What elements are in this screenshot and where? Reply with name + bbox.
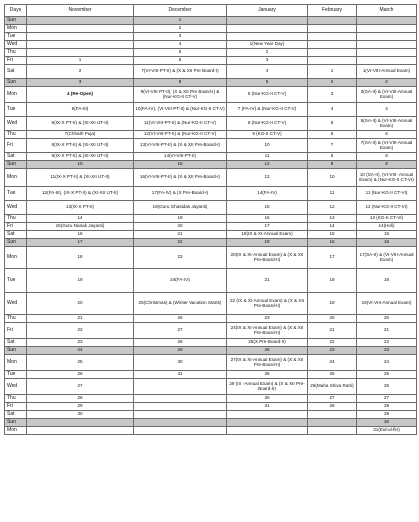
weekday-label: Thu bbox=[5, 215, 27, 223]
weekday-label: Fri bbox=[5, 223, 27, 231]
weekday-label: Mon bbox=[5, 25, 27, 33]
weekday-label: Tue bbox=[5, 103, 27, 117]
day-row bbox=[5, 57, 417, 65]
cell-november bbox=[27, 41, 134, 49]
cell-march bbox=[357, 33, 417, 41]
cell-january: 24(IX & XI-Annual Exam) & (X & XII Pre-Board-II) bbox=[227, 323, 308, 339]
day-row bbox=[5, 427, 417, 435]
cell-march: 14(Holi) bbox=[357, 223, 417, 231]
cell-february: 13 bbox=[308, 215, 357, 223]
cell-november: 17 bbox=[27, 239, 134, 247]
cell-november bbox=[27, 33, 134, 41]
weekday-label: Fri bbox=[5, 139, 27, 153]
cell-january: 17 bbox=[227, 223, 308, 231]
cell-february: 21 bbox=[308, 323, 357, 339]
cell-january: 11 bbox=[227, 153, 308, 161]
day-row bbox=[5, 395, 417, 403]
cell-february: 4 bbox=[308, 103, 357, 117]
weekday-label: Thu bbox=[5, 395, 27, 403]
cell-january: 22 (IX & XI-Annual Exam) & (X & XII Pre-Board-II) bbox=[227, 293, 308, 315]
cell-february bbox=[308, 49, 357, 57]
day-row bbox=[5, 131, 417, 139]
cell-december: 14(VI-VIII-PT-II) bbox=[134, 153, 227, 161]
day-row bbox=[5, 41, 417, 49]
cell-december: 10(FA-IV), (VI-VIII-PT-II) & (Nur-KG-II CT-V) bbox=[134, 103, 227, 117]
day-row bbox=[5, 323, 417, 339]
weekday-label: Sun bbox=[5, 419, 27, 427]
day-row bbox=[5, 201, 417, 215]
cell-january bbox=[227, 419, 308, 427]
cell-march: 24 bbox=[357, 355, 417, 371]
cell-march: 29 bbox=[357, 411, 417, 419]
weekday-label: Thu bbox=[5, 49, 27, 57]
cell-march: 15 bbox=[357, 231, 417, 239]
cell-december: 12(VI-VIII-PT-II) & (Nur-KG-II CT-V) bbox=[134, 131, 227, 139]
cell-november bbox=[27, 17, 134, 25]
cell-march: 9 bbox=[357, 161, 417, 169]
weekday-label: Mon bbox=[5, 169, 27, 187]
cell-march: 25 bbox=[357, 371, 417, 379]
cell-november bbox=[27, 419, 134, 427]
weekday-label: Sun bbox=[5, 17, 27, 25]
day-row bbox=[5, 231, 417, 239]
weekday-label: Sat bbox=[5, 153, 27, 161]
cell-february: 28 bbox=[308, 403, 357, 411]
weekday-label: Wed bbox=[5, 293, 27, 315]
cell-january: 31 bbox=[227, 403, 308, 411]
cell-november: 14 bbox=[27, 215, 134, 223]
cell-march: 18 bbox=[357, 269, 417, 293]
weekday-label: Wed bbox=[5, 201, 27, 215]
cell-january: 20(IX & XI-Annual Exam) & (X & XII Pre-Board-II) bbox=[227, 247, 308, 269]
cell-november bbox=[27, 49, 134, 57]
cell-february: 3 bbox=[308, 87, 357, 103]
cell-december: 7(VI-VIII-PT-II) & (X & XII Pre Board-I) bbox=[134, 65, 227, 79]
cell-february: 14 bbox=[308, 223, 357, 231]
cell-february: 8 bbox=[308, 153, 357, 161]
cell-december: 16(VI-VIII-PT-II) & (X & XII Pre-Board-I) bbox=[134, 169, 227, 187]
cell-december: 3 bbox=[134, 33, 227, 41]
cell-january: 27(IX & XI-Annual Exam) & (X & XII Pre-Board-II) bbox=[227, 355, 308, 371]
cell-march: 12 (Nur-KG-II CT-VI) bbox=[357, 201, 417, 215]
cell-november: 2 bbox=[27, 65, 134, 79]
day-row bbox=[5, 355, 417, 371]
weekday-label: Sun bbox=[5, 161, 27, 169]
day-row bbox=[5, 87, 417, 103]
cell-november: 29 bbox=[27, 403, 134, 411]
cell-march bbox=[357, 41, 417, 49]
header-january: January bbox=[227, 5, 308, 17]
weekday-label: Wed bbox=[5, 41, 27, 49]
sunday-row bbox=[5, 161, 417, 169]
header-december: December bbox=[134, 5, 227, 17]
cell-january: 5 bbox=[227, 79, 308, 87]
sunday-row bbox=[5, 17, 417, 25]
cell-december: 24(FA-IV) bbox=[134, 269, 227, 293]
cell-december: 22 bbox=[134, 239, 227, 247]
sunday-row bbox=[5, 419, 417, 427]
cell-november: 28 bbox=[27, 395, 134, 403]
day-row bbox=[5, 379, 417, 395]
weekday-label: Tue bbox=[5, 269, 27, 293]
day-row bbox=[5, 169, 417, 187]
cell-february: 1 bbox=[308, 65, 357, 79]
cell-january: 14(FA-IV) bbox=[227, 187, 308, 201]
cell-january bbox=[227, 25, 308, 33]
cell-february: 9 bbox=[308, 161, 357, 169]
weekday-label: Tue bbox=[5, 371, 27, 379]
cell-november: 10 bbox=[27, 161, 134, 169]
cell-january: 29 (IX -Annual Exam) & (X & XII Pre-Board-II) bbox=[227, 379, 308, 395]
weekday-label: Sat bbox=[5, 65, 27, 79]
calendar-container bbox=[4, 4, 417, 435]
cell-january: 3 bbox=[227, 57, 308, 65]
cell-february: 20 bbox=[308, 315, 357, 323]
header-november: November bbox=[27, 5, 134, 17]
cell-march: 20 bbox=[357, 315, 417, 323]
weekday-label: Sat bbox=[5, 339, 27, 347]
cell-december: 2 bbox=[134, 25, 227, 33]
cell-february: 27 bbox=[308, 395, 357, 403]
cell-december bbox=[134, 379, 227, 395]
cell-december bbox=[134, 395, 227, 403]
cell-february bbox=[308, 57, 357, 65]
cell-january bbox=[227, 427, 308, 435]
cell-march: 2 bbox=[357, 79, 417, 87]
cell-january: 12 bbox=[227, 161, 308, 169]
cell-november: 12(FA-III), (IX-X PT-II) & (XI-XII UT-II) bbox=[27, 187, 134, 201]
cell-february: 16 bbox=[308, 239, 357, 247]
cell-february: 19 bbox=[308, 293, 357, 315]
cell-march: 21 bbox=[357, 323, 417, 339]
cell-december: 29 bbox=[134, 347, 227, 355]
cell-january: 4 bbox=[227, 65, 308, 79]
cell-january: 1(New Year Day) bbox=[227, 41, 308, 49]
cell-december bbox=[134, 411, 227, 419]
cell-february: 12 bbox=[308, 201, 357, 215]
cell-february bbox=[308, 411, 357, 419]
cell-november: 22 bbox=[27, 323, 134, 339]
cell-december: 19 bbox=[134, 215, 227, 223]
cell-november: 4 (Re-Open) bbox=[27, 87, 134, 103]
cell-february: 10 bbox=[308, 169, 357, 187]
cell-january: 2 bbox=[227, 49, 308, 57]
cell-november: 24 bbox=[27, 347, 134, 355]
day-row bbox=[5, 153, 417, 161]
cell-march: 11 (Nur-KG-II CT-VI) bbox=[357, 187, 417, 201]
cell-january: 21 bbox=[227, 269, 308, 293]
cell-december: 20 bbox=[134, 223, 227, 231]
header-days: Days bbox=[5, 5, 27, 17]
cell-december: 31 bbox=[134, 371, 227, 379]
cell-february bbox=[308, 33, 357, 41]
cell-december: 28 bbox=[134, 339, 227, 347]
cell-january: 15 bbox=[227, 201, 308, 215]
cell-february: 24 bbox=[308, 355, 357, 371]
weekday-label: Tue bbox=[5, 33, 27, 41]
cell-february: 26(Maha Shiva Ratri) bbox=[308, 379, 357, 395]
cell-january: 28 bbox=[227, 371, 308, 379]
cell-november: 3 bbox=[27, 79, 134, 87]
weekday-label: Mon bbox=[5, 247, 27, 269]
cell-december: 4 bbox=[134, 41, 227, 49]
cell-december: 27 bbox=[134, 323, 227, 339]
cell-november: 11(IX-X PT-II) & (XI-XII UT-II) bbox=[27, 169, 134, 187]
cell-january: 16 bbox=[227, 215, 308, 223]
day-row bbox=[5, 49, 417, 57]
sunday-row bbox=[5, 347, 417, 355]
cell-january: 18(IX & XI-Annual Exam) bbox=[227, 231, 308, 239]
cell-november: 21 bbox=[27, 315, 134, 323]
cell-march bbox=[357, 49, 417, 57]
header-february: February bbox=[308, 5, 357, 17]
day-row bbox=[5, 215, 417, 223]
weekday-label: Sun bbox=[5, 79, 27, 87]
cell-november: 5(FA-III) bbox=[27, 103, 134, 117]
weekday-label: Mon bbox=[5, 355, 27, 371]
day-row bbox=[5, 269, 417, 293]
cell-january bbox=[227, 411, 308, 419]
weekday-label: Wed bbox=[5, 117, 27, 131]
cell-january: 23 bbox=[227, 315, 308, 323]
cell-march bbox=[357, 17, 417, 25]
cell-november: 19 bbox=[27, 269, 134, 293]
day-row bbox=[5, 117, 417, 131]
cell-march: 16 bbox=[357, 239, 417, 247]
cell-february bbox=[308, 17, 357, 25]
cell-january: 26 bbox=[227, 347, 308, 355]
cell-december: 6 bbox=[134, 57, 227, 65]
cell-november: 18 bbox=[27, 247, 134, 269]
cell-december: 18(Guru Ghasidas Jayanti) bbox=[134, 201, 227, 215]
cell-february: 22 bbox=[308, 339, 357, 347]
day-row bbox=[5, 247, 417, 269]
cell-november bbox=[27, 427, 134, 435]
cell-february bbox=[308, 427, 357, 435]
cell-march: 28 bbox=[357, 403, 417, 411]
weekday-label: Mon bbox=[5, 87, 27, 103]
cell-november bbox=[27, 25, 134, 33]
weekday-label: Sat bbox=[5, 411, 27, 419]
cell-november: 7(Chhath Puja) bbox=[27, 131, 134, 139]
day-row bbox=[5, 25, 417, 33]
day-row bbox=[5, 411, 417, 419]
calendar-body bbox=[5, 17, 417, 435]
cell-march: 27 bbox=[357, 395, 417, 403]
cell-december: 1 bbox=[134, 17, 227, 25]
day-row bbox=[5, 339, 417, 347]
header-row bbox=[5, 5, 417, 17]
cell-december: 25(Christmas) & (Winter Vacation Starts) bbox=[134, 293, 227, 315]
cell-december: 13(VI-VIII-PT-II) & (X & XII Pre-Board-I) bbox=[134, 139, 227, 153]
cell-december: 23 bbox=[134, 247, 227, 269]
cell-february: 15 bbox=[308, 231, 357, 239]
cell-january: 8 (Nur-KG-II CT-V) bbox=[227, 117, 308, 131]
sunday-row bbox=[5, 79, 417, 87]
cell-march: 4 bbox=[357, 103, 417, 117]
weekday-label: Mon bbox=[5, 427, 27, 435]
weekday-label: Tue bbox=[5, 187, 27, 201]
cell-march: 3(SA-II) & (VI-VIII-Annual Exam) bbox=[357, 87, 417, 103]
cell-november: 30 bbox=[27, 411, 134, 419]
cell-november: 8(IX-X PT-II) & (XI-XII UT-II) bbox=[27, 139, 134, 153]
cell-february: 18 bbox=[308, 269, 357, 293]
cell-december: 21 bbox=[134, 231, 227, 239]
cell-december: 11(VI-VIII-PT-II) & (Nur-KG-II CT-V) bbox=[134, 117, 227, 131]
weekday-label: Sun bbox=[5, 239, 27, 247]
cell-november: 9(IX-X PT-II) & (XI-XII UT-II) bbox=[27, 153, 134, 161]
academic-calendar-table bbox=[4, 4, 417, 435]
cell-march bbox=[357, 25, 417, 33]
weekday-label: Sun bbox=[5, 347, 27, 355]
cell-january bbox=[227, 17, 308, 25]
cell-february: 2 bbox=[308, 79, 357, 87]
cell-february: 25 bbox=[308, 371, 357, 379]
day-row bbox=[5, 139, 417, 153]
sunday-row bbox=[5, 239, 417, 247]
cell-december: 9(VI-VIII-PT-II), (X & XII Pre Board-I) & (Nur-KG-II CT-V) bbox=[134, 87, 227, 103]
cell-february: 17 bbox=[308, 247, 357, 269]
cell-march: 1(VI-VIII-Annual Exam) bbox=[357, 65, 417, 79]
cell-february: 11 bbox=[308, 187, 357, 201]
cell-december: 26 bbox=[134, 315, 227, 323]
cell-november: 20 bbox=[27, 293, 134, 315]
cell-february bbox=[308, 419, 357, 427]
cell-march: 17(SA-II) & (VI-VIII-Annual Exam) bbox=[357, 247, 417, 269]
cell-november: 25 bbox=[27, 355, 134, 371]
cell-march: 22 bbox=[357, 339, 417, 347]
cell-january: 25(X Pre-Board-II) bbox=[227, 339, 308, 347]
cell-november: 27 bbox=[27, 379, 134, 395]
weekday-label: Fri bbox=[5, 323, 27, 339]
day-row bbox=[5, 33, 417, 41]
day-row bbox=[5, 293, 417, 315]
cell-january: 10 bbox=[227, 139, 308, 153]
cell-march: 7(SA-II) & (VI-VIII-Annual Exam) bbox=[357, 139, 417, 153]
cell-december bbox=[134, 419, 227, 427]
cell-november: 1 bbox=[27, 57, 134, 65]
weekday-label: Sat bbox=[5, 231, 27, 239]
cell-november: 16 bbox=[27, 231, 134, 239]
cell-february: 7 bbox=[308, 139, 357, 153]
cell-november: 13(IX-X PT-II) bbox=[27, 201, 134, 215]
weekday-label: Wed bbox=[5, 379, 27, 395]
cell-november: 26 bbox=[27, 371, 134, 379]
cell-march: 31(Eid-ul-fitr) bbox=[357, 427, 417, 435]
cell-november: 6(IX-X PT-II) & (XI-XII UT-II) bbox=[27, 117, 134, 131]
cell-december: 8 bbox=[134, 79, 227, 87]
cell-december: 30 bbox=[134, 355, 227, 371]
day-row bbox=[5, 403, 417, 411]
cell-december: 5 bbox=[134, 49, 227, 57]
day-row bbox=[5, 315, 417, 323]
cell-march: 30 bbox=[357, 419, 417, 427]
cell-february bbox=[308, 41, 357, 49]
cell-february: 23 bbox=[308, 347, 357, 355]
cell-january bbox=[227, 33, 308, 41]
cell-march bbox=[357, 57, 417, 65]
cell-november: 23 bbox=[27, 339, 134, 347]
header-march: March bbox=[357, 5, 417, 17]
day-row bbox=[5, 223, 417, 231]
cell-march: 10 (SA-II), (VI-VIII- Annual Exam) & (Nur-KG-II CT-VI) bbox=[357, 169, 417, 187]
cell-january: 13 bbox=[227, 169, 308, 187]
cell-february: 5 bbox=[308, 117, 357, 131]
cell-march: 23 bbox=[357, 347, 417, 355]
cell-january: 9 (KG-II CT-V) bbox=[227, 131, 308, 139]
cell-february: 6 bbox=[308, 131, 357, 139]
cell-december: 17(FA-IV) & (X Pre-Board-I) bbox=[134, 187, 227, 201]
cell-january: 19 bbox=[227, 239, 308, 247]
cell-march: 5(SA-II) & (VI-VIII-Annual Exam) bbox=[357, 117, 417, 131]
day-row bbox=[5, 65, 417, 79]
cell-march: 13 (KG-II CT-VI) bbox=[357, 215, 417, 223]
cell-january: 6 (Nur-KG-II CT-V) bbox=[227, 87, 308, 103]
cell-march: 6 bbox=[357, 131, 417, 139]
cell-march: 26 bbox=[357, 379, 417, 395]
cell-february bbox=[308, 25, 357, 33]
cell-december bbox=[134, 403, 227, 411]
cell-march: 19(VI-VIII-Annual Exam) bbox=[357, 293, 417, 315]
cell-january: 7 (FA-IV) & (Nur-KG-II CT-V) bbox=[227, 103, 308, 117]
day-row bbox=[5, 103, 417, 117]
day-row bbox=[5, 371, 417, 379]
cell-december: 15 bbox=[134, 161, 227, 169]
weekday-label: Thu bbox=[5, 131, 27, 139]
cell-november: 15(Guru Nanak Jayanti) bbox=[27, 223, 134, 231]
day-row bbox=[5, 187, 417, 201]
weekday-label: Fri bbox=[5, 57, 27, 65]
cell-december bbox=[134, 427, 227, 435]
weekday-label: Fri bbox=[5, 403, 27, 411]
cell-march: 8 bbox=[357, 153, 417, 161]
cell-january: 30 bbox=[227, 395, 308, 403]
weekday-label: Thu bbox=[5, 315, 27, 323]
